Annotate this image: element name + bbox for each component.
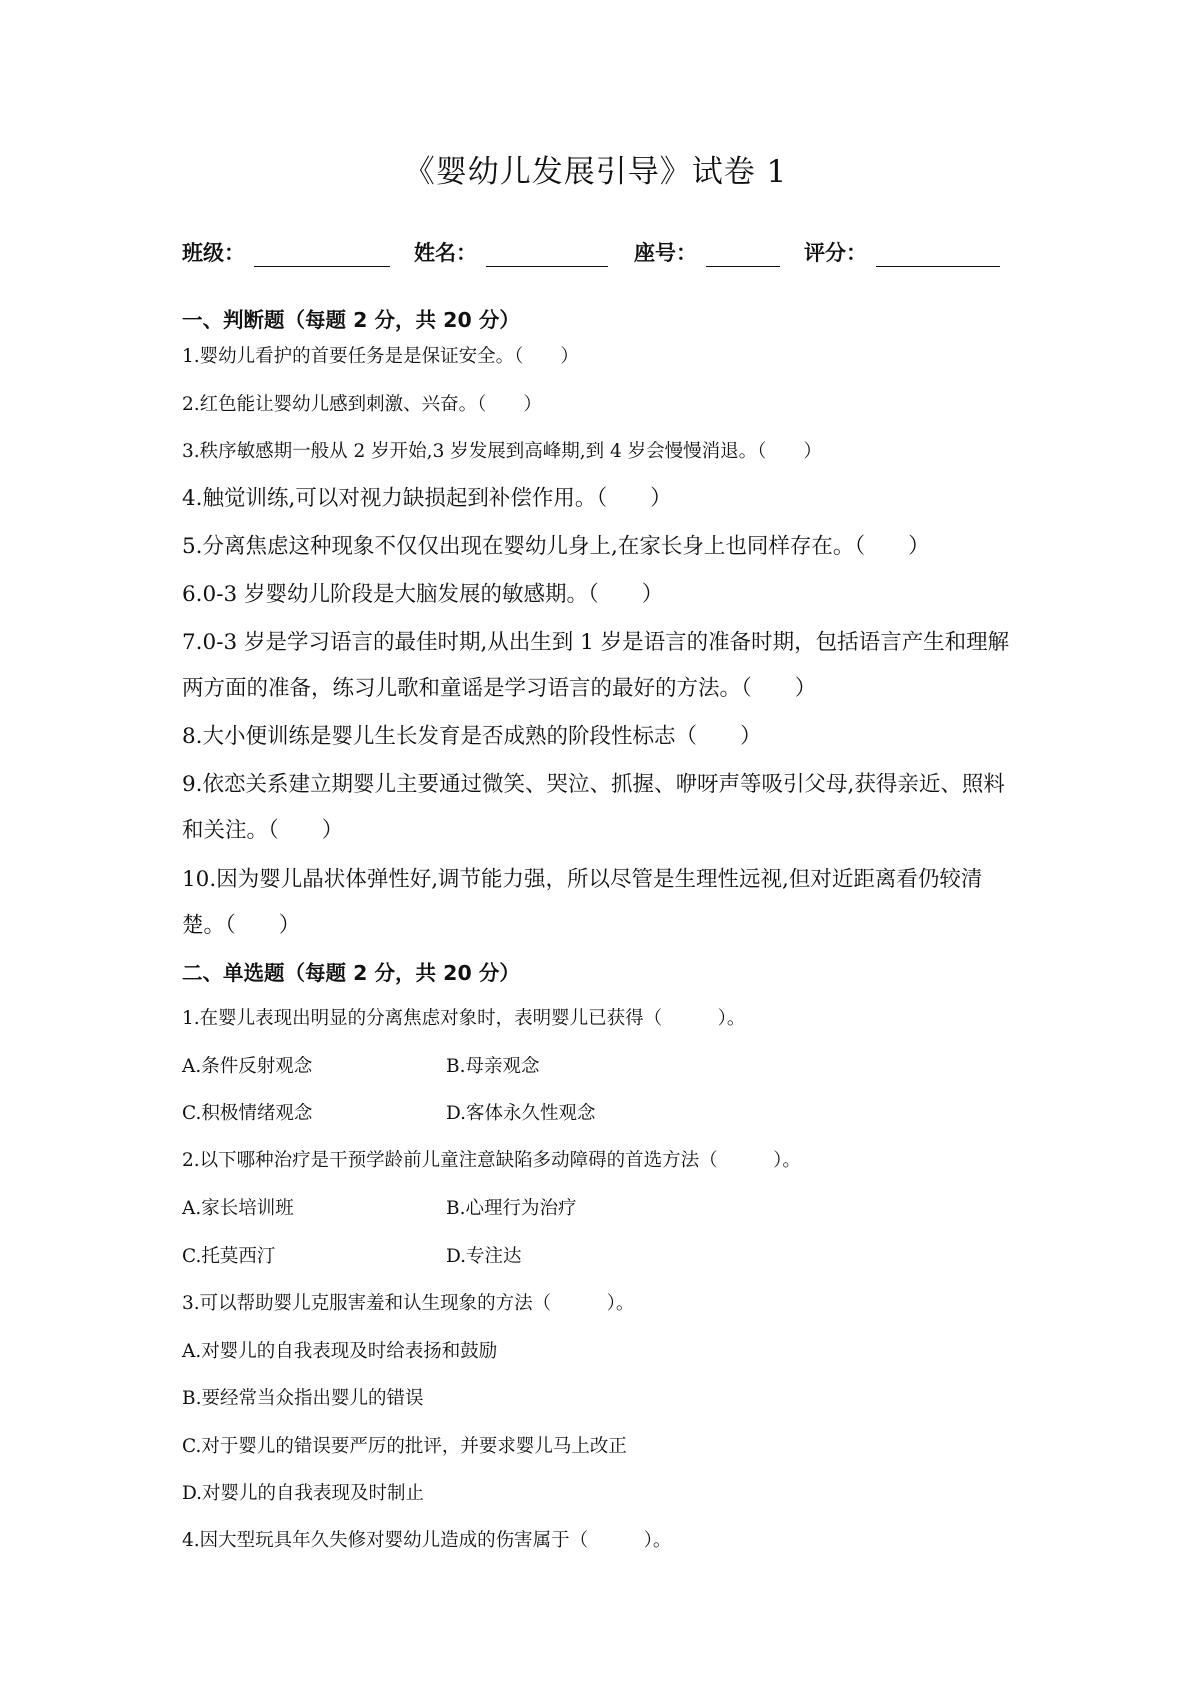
mc-question-2: 2.以下哪种治疗是干预学龄前儿童注意缺陷多动障碍的首选方法（ ）。 xyxy=(182,1150,801,1171)
tf-question-10: 10.因为婴儿晶状体弹性好,调节能力强，所以尽管是生理性远视,但对近距离看仍较清楚。（ ） xyxy=(182,867,983,938)
section-1-heading: 一、判断题（每题 2 分，共 20 分） xyxy=(182,308,520,332)
section-2-heading: 二、单选题（每题 2 分，共 20 分） xyxy=(182,961,520,985)
tf-question-9: 9.依恋关系建立期婴儿主要通过微笑、哭泣、抓握、咿呀声等吸引父母,获得亲近、照料和关注。（ ） xyxy=(182,772,1005,843)
name-blank[interactable] xyxy=(486,266,608,267)
mc-2-option-d[interactable]: D.专注达 xyxy=(446,1246,522,1267)
exam-title: 《婴幼儿发展引导》试卷 1 xyxy=(403,154,788,190)
tf-question-3: 3.秩序敏感期一般从 2 岁开始,3 岁发展到高峰期,到 4 岁会慢慢消退。（ ） xyxy=(182,441,822,462)
tf-question-7: 7.0-3 岁是学习语言的最佳时期,从出生到 1 岁是语言的准备时期，包括语言产生和理解两方面的准备，练习儿歌和童谣是学习语言的最好的方法。（ ） xyxy=(182,630,1010,701)
mc-1-option-b[interactable]: B.母亲观念 xyxy=(446,1056,540,1077)
tf-question-5: 5.分离焦虑这种现象不仅仅出现在婴幼儿身上,在家长身上也同样存在。（ ） xyxy=(182,534,930,559)
mc-question-3: 3.可以帮助婴儿克服害羞和认生现象的方法（ ）。 xyxy=(182,1293,635,1314)
class-label: 班级： xyxy=(182,241,245,265)
mc-3-option-a[interactable]: A.对婴儿的自我表现及时给表扬和鼓励 xyxy=(182,1341,498,1362)
mc-3-option-b[interactable]: B.要经常当众指出婴儿的错误 xyxy=(182,1388,424,1409)
mc-question-1: 1.在婴儿表现出明显的分离焦虑对象时，表明婴儿已获得（ ）。 xyxy=(182,1008,746,1029)
mc-1-option-a[interactable]: A.条件反射观念 xyxy=(182,1056,313,1077)
seat-label: 座号： xyxy=(634,241,697,265)
score-label: 评分： xyxy=(804,241,867,265)
mc-2-option-c[interactable]: C.托莫西汀 xyxy=(182,1246,276,1267)
mc-3-option-d[interactable]: D.对婴儿的自我表现及时制止 xyxy=(182,1483,425,1504)
tf-question-4: 4.触觉训练,可以对视力缺损起到补偿作用。（ ） xyxy=(182,486,672,511)
student-info-row xyxy=(0,236,1191,276)
tf-question-2: 2.红色能让婴幼儿感到刺激、兴奋。（ ） xyxy=(182,394,542,415)
tf-question-1: 1.婴幼儿看护的首要任务是是保证安全。（ ） xyxy=(182,346,579,367)
name-label: 姓名： xyxy=(414,241,477,265)
mc-2-option-b[interactable]: B.心理行为治疗 xyxy=(446,1198,577,1219)
seat-blank[interactable] xyxy=(706,266,780,267)
score-blank[interactable] xyxy=(876,266,1000,267)
mc-2-option-a[interactable]: A.家长培训班 xyxy=(182,1198,294,1219)
mc-1-option-d[interactable]: D.客体永久性观念 xyxy=(446,1103,596,1124)
class-blank[interactable] xyxy=(254,266,390,267)
mc-question-4: 4.因大型玩具年久失修对婴幼儿造成的伤害属于（ ）。 xyxy=(182,1530,672,1551)
mc-3-option-c[interactable]: C.对于婴儿的错误要严厉的批评，并要求婴儿马上改正 xyxy=(182,1436,627,1457)
mc-1-option-c[interactable]: C.积极情绪观念 xyxy=(182,1103,313,1124)
tf-question-6: 6.0-3 岁婴幼儿阶段是大脑发展的敏感期。（ ） xyxy=(182,582,664,607)
tf-question-8: 8.大小便训练是婴儿生长发育是否成熟的阶段性标志（ ） xyxy=(182,724,762,749)
